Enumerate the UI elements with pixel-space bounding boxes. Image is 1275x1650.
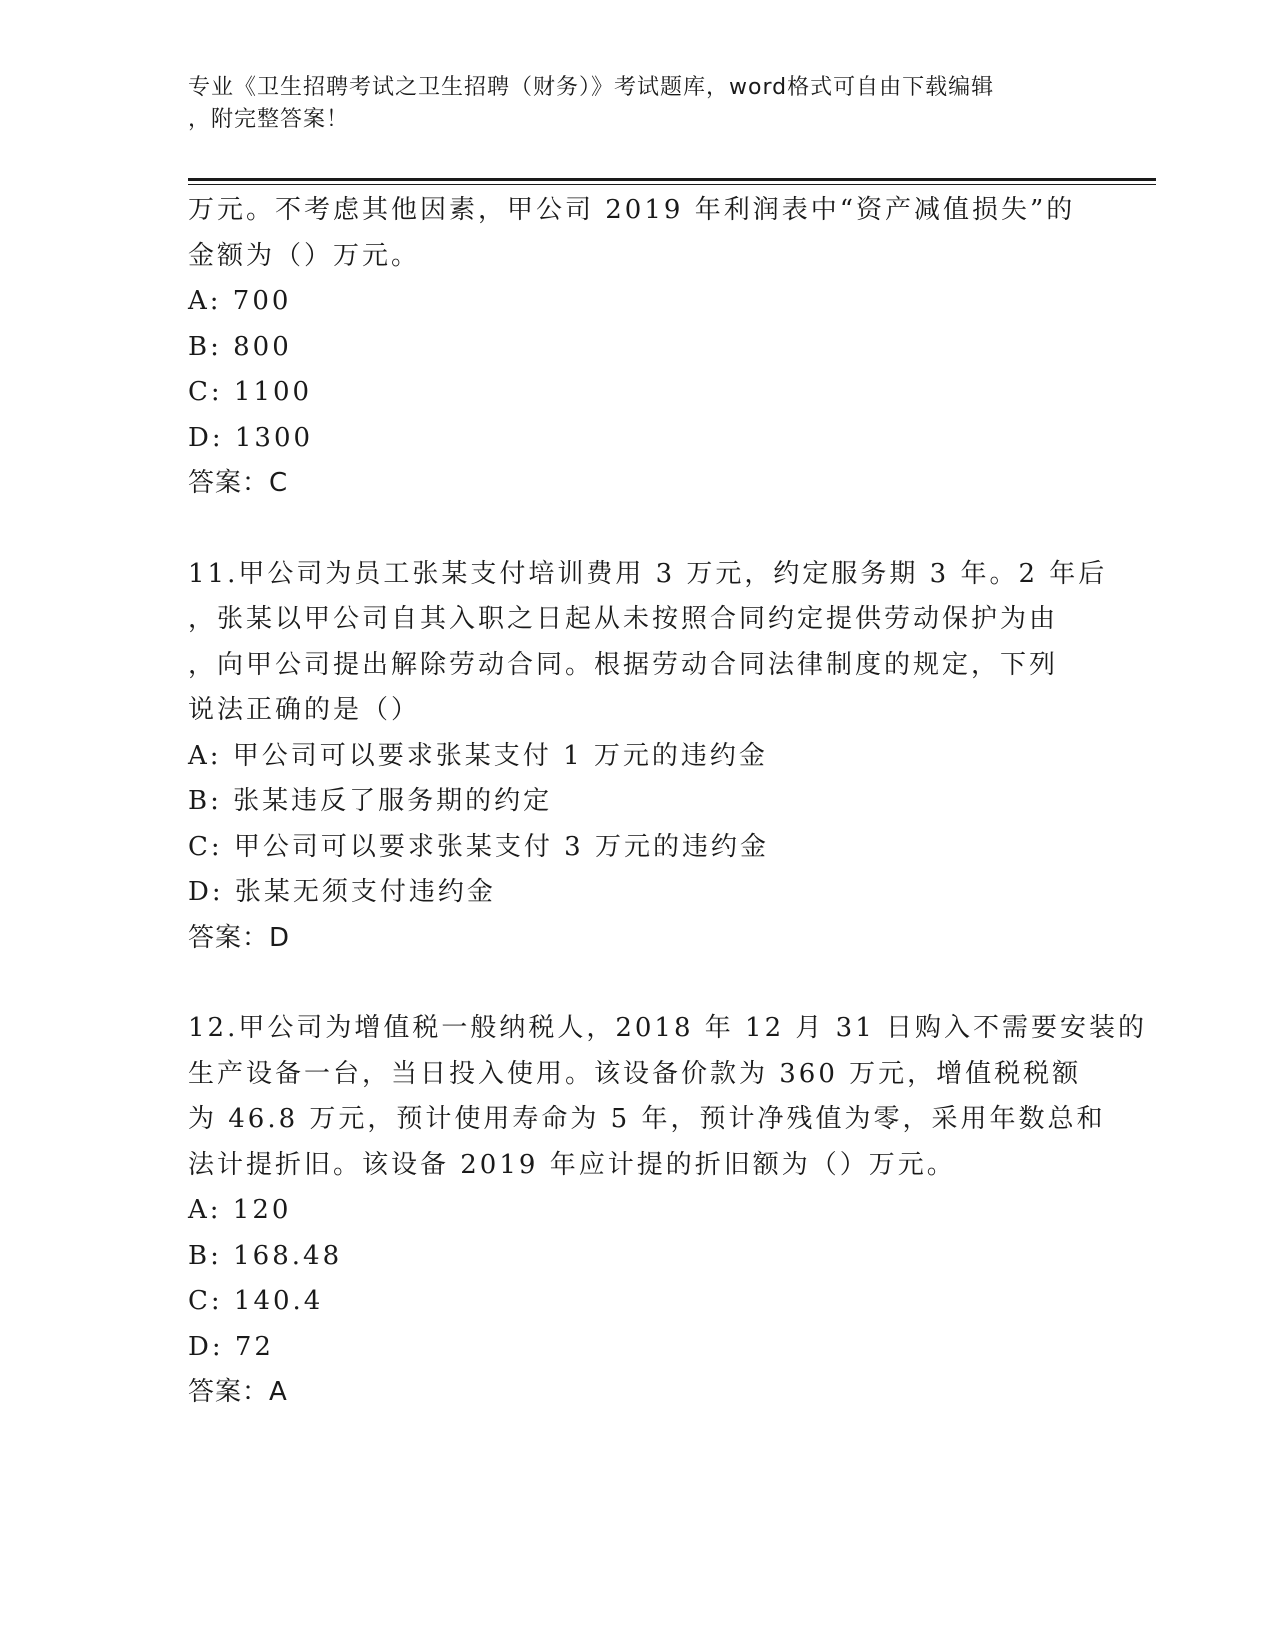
option-c: C: 1100 <box>188 377 313 407</box>
option-b: B: 张某违反了服务期的约定 <box>188 786 553 816</box>
option-b: B: 168.48 <box>188 1240 343 1271</box>
header-rule-thick <box>188 178 1156 181</box>
option-a: A: 甲公司可以要求张某支付 1 万元的违约金 <box>188 740 768 771</box>
header-line-2: ，附完整答案！ <box>188 107 350 132</box>
option-d: D: 1300 <box>188 422 314 453</box>
answer: 答案：A <box>188 1377 288 1407</box>
question-text-line: 生产设备一台，当日投入使用。该设备价款为 360 万元，增值税税额 <box>188 1058 1082 1089</box>
answer: 答案：D <box>188 922 291 953</box>
option-a: A: 700 <box>188 286 292 316</box>
question-text-line: 11.甲公司为员工张某支付培训费用 3 万元，约定服务期 3 年。2 年后 <box>188 558 1108 589</box>
question-11 <box>188 552 1108 962</box>
question-text-line: ，张某以甲公司自其入职之日起从未按照合同约定提供劳动保护为由 <box>188 604 1059 634</box>
option-d: D: 张某无须支付违约金 <box>188 877 496 907</box>
option-d: D: 72 <box>188 1331 274 1362</box>
question-text-line: ，向甲公司提出解除劳动合同。根据劳动合同法律制度的规定，下列 <box>188 649 1059 680</box>
header-rule-thin <box>188 184 1156 185</box>
option-c: C: 甲公司可以要求张某支付 3 万元的违约金 <box>188 831 769 862</box>
question-10 <box>188 188 1088 507</box>
question-text-line: 金额为（）万元。 <box>188 240 421 271</box>
spacer <box>188 961 1088 1006</box>
question-text-line: 为 46.8 万元，预计使用寿命为 5 年，预计净残值为零，采用年数总和 <box>188 1104 1106 1134</box>
option-c: C: 140.4 <box>188 1286 324 1316</box>
document-header <box>188 72 1068 136</box>
question-text-line: 万元。不考虑其他因素，甲公司 2019 年利润表中“资产减值损失”的 <box>188 195 1076 225</box>
question-list <box>188 188 1148 1416</box>
header-line-1: 专业《卫生招聘考试之卫生招聘（财务）》考试题库，word格式可自由下载编辑 <box>188 75 995 100</box>
answer: 答案：C <box>188 468 289 498</box>
question-12 <box>188 1006 1148 1416</box>
spacer <box>188 507 1088 552</box>
question-text-line: 说法正确的是（） <box>188 695 421 725</box>
option-b: B: 800 <box>188 331 292 362</box>
question-text-line: 法计提折旧。该设备 2019 年应计提的折旧额为（）万元。 <box>188 1149 956 1180</box>
option-a: A: 120 <box>188 1195 292 1225</box>
question-text-line: 12.甲公司为增值税一般纳税人，2018 年 12 月 31 日购入不需要安装的 <box>188 1013 1148 1043</box>
